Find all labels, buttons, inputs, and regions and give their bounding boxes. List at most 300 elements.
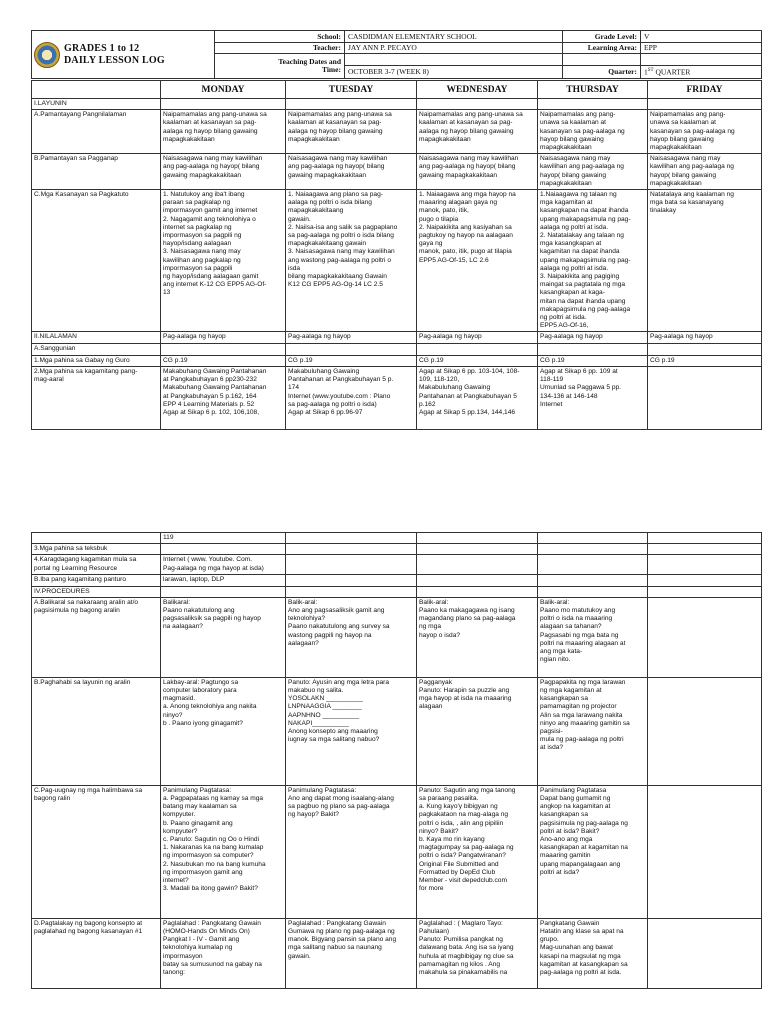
cell-text-line: kagamitan at kasangkapan sa: [540, 960, 628, 968]
cell-text-line: aalaga ng hayop bilang gawaing: [163, 127, 258, 135]
cell-text-line: Panuto: Harapin sa puzzle ang: [419, 687, 510, 695]
cell-text-line: impormasyon sa pagpili ng: [163, 232, 242, 240]
cell-text-line: mga hayop at isda na maaaring: [419, 695, 512, 703]
day-cell-thursday: [538, 332, 648, 344]
cell-text-line: pamamagitan ng kilos . Ang: [419, 960, 501, 968]
cell-text-line: 2. Naipakikita ang kasiyahan sa: [419, 223, 512, 231]
cell-text-line: Alin sa mga larawang nakita: [540, 711, 623, 719]
blank-quarter-value-cell: [641, 54, 762, 66]
cell-text-line: ng mga: [419, 623, 441, 631]
cell-text-line: Naipamamalas ang pang-unawa sa: [288, 111, 392, 119]
day-cell-thursday: [538, 555, 648, 575]
day-cell-monday: [161, 154, 286, 190]
cell-text-line: sa pag-aalaga ng poltri o isda): [288, 400, 377, 408]
table-row: [32, 597, 762, 677]
day-cell-monday: [161, 110, 286, 154]
cell-text-line: Naisasagawa nang may: [540, 155, 611, 163]
day-cell-thursday: [538, 99, 648, 110]
cell-text-line: bilang mapagkakakitaang Gawain: [288, 273, 387, 281]
table-row: [32, 586, 762, 597]
cell-text-line: 3. Naisasagawa nang may: [163, 248, 241, 256]
day-cell-friday: [648, 332, 762, 344]
cell-text-line: AAPNHNO __________: [288, 711, 360, 719]
cell-text-line: Paano nakatutulong ang survey sa: [288, 623, 390, 631]
grade-level-value: V: [641, 31, 762, 43]
cell-text-line: grupo.: [540, 936, 559, 944]
day-header-wednesday: WEDNESDAY: [417, 81, 538, 99]
cell-text-line: Panimulang Pagtatasa:: [288, 786, 357, 794]
cell-text-line: Mag-uunahan ang bawat: [540, 944, 613, 952]
cell-text-line: Pag-aalaga ng hayop: [288, 333, 351, 341]
cell-text-line: hayop bilang gawaing: [540, 135, 604, 143]
row-label: [32, 677, 161, 785]
cell-text-line: sa pagbuo ng plano sa pag-aalaga: [288, 803, 390, 811]
cell-text-line: manok, pato, itik, pugo at tilapia: [419, 248, 512, 256]
cell-text-line: teknolohiya kumalap ng: [163, 944, 233, 952]
cell-text-line: hayop( bilang gawaing: [650, 171, 716, 179]
day-cell-wednesday: [417, 575, 538, 586]
row-label-line: B.Pamantayan sa Pagganap: [34, 155, 118, 163]
row-label-line: A.Balikaral sa nakaraang aralin at/o: [34, 598, 139, 606]
row-label: [32, 366, 161, 429]
cell-text-line: gawaing mapagkakakitaan: [288, 171, 367, 179]
cell-text-line: CG p.19: [419, 356, 444, 364]
cell-text-line: unawa sa kaalaman at: [650, 119, 716, 127]
day-cell-wednesday: [417, 366, 538, 429]
cell-text-line: 1. Natutukoy ang iba't ibang: [163, 191, 245, 199]
deped-seal-icon: [34, 42, 60, 68]
cell-text-line: mga kasangkapan at: [540, 240, 602, 248]
day-cell-tuesday: [286, 355, 417, 366]
cell-text-line: Pag-aalaga ng hayop: [163, 333, 226, 341]
cell-text-line: makabuo ng salita.: [288, 687, 344, 695]
cell-text-line: Pag-aalaga ng hayop: [419, 333, 482, 341]
cell-text-line: kaalaman at kasanayan sa pag-: [419, 119, 513, 127]
day-cell-thursday: [538, 110, 648, 154]
cell-text-line: mga salitang nabuo sa naunang: [288, 944, 382, 952]
cell-text-line: ninyo?: [163, 711, 183, 719]
day-cell-wednesday: [417, 355, 538, 366]
cell-text-line: kasangkapan sa: [540, 695, 589, 703]
cell-text-line: poltri at isda? Bakit?: [540, 827, 600, 835]
cell-text-line: mapagkakakitaan: [540, 144, 592, 152]
day-cell-friday: [648, 586, 762, 597]
cell-text-line: Agap at Sikap 6 pp. 103-104, 108-: [419, 367, 520, 375]
cell-text-line: gawain.: [288, 952, 311, 960]
row-label-line: B.Paghahabi sa layunin ng aralin: [34, 678, 131, 686]
cell-text-line: impormasyon sa pagpili: [163, 264, 233, 272]
cell-text-line: kasangkapan na dapat ihanda: [540, 207, 629, 215]
day-cell-friday: [648, 190, 762, 332]
day-cell-tuesday: [286, 586, 417, 597]
table-row: [32, 575, 762, 586]
day-cell-thursday: [538, 586, 648, 597]
cell-text-line: hayop/isdang aalagaan: [163, 240, 232, 248]
cell-text-line: pagsisi-: [540, 728, 563, 736]
cell-text-line: Pagsasabi ng mga bata ng: [540, 631, 619, 639]
cell-text-line: ng impormasyon gamit ang: [163, 868, 243, 876]
row-label-line: A.Sanggunian: [34, 345, 76, 353]
cell-text-line: 1. Naiaagawa ang mga hayop na: [419, 191, 516, 199]
day-header-tuesday: TUESDAY: [286, 81, 417, 99]
cell-text-line: kasangkapan at kagamitan na: [540, 844, 628, 852]
cell-text-line: pag-aalaga ng poltri at isda.: [540, 969, 622, 977]
cell-text-line: Panuto: Pumilisa pangkat ng: [419, 936, 503, 944]
cell-text-line: 118-119: [540, 376, 564, 384]
row-label-line: IV.PROCEDURES: [34, 587, 90, 595]
cell-text-line: mula ng pag-aalaga ng poltri: [540, 736, 624, 744]
day-cell-friday: [648, 785, 762, 918]
day-cell-friday: [648, 575, 762, 586]
cell-text-line: b . Paano iyong ginagamit?: [163, 719, 243, 727]
day-cell-friday: [648, 110, 762, 154]
cell-text-line: at isda?: [540, 744, 564, 752]
cell-text-line: ninyo? Bakit?: [419, 827, 459, 835]
cell-text-line: kagamitan na dapat ihanda: [540, 248, 620, 256]
day-header-friday: FRIDAY: [648, 81, 762, 99]
cell-text-line: isda: [288, 264, 301, 272]
cell-text-line: 119: [163, 534, 174, 541]
day-cell-friday: [648, 344, 762, 355]
cell-text-line: hayop bilang gawaing: [650, 135, 714, 143]
table-row: [32, 785, 762, 918]
row-label-line: 3.Mga pahina sa teksbuk: [34, 545, 108, 553]
day-cell-tuesday: [286, 154, 417, 190]
cell-text-line: Pagpapakita ng mga larawan: [540, 678, 626, 686]
day-cell-thursday: [538, 677, 648, 785]
day-cell-thursday: [538, 154, 648, 190]
day-header-row: [32, 81, 762, 99]
cell-text-line: Pahulaan): [419, 928, 450, 936]
cell-text-line: Agap at Sikap 6 pp.96-97: [288, 408, 363, 416]
cell-text-line: Balik-aral:: [540, 598, 570, 606]
cell-text-line: impormasyon: [163, 952, 203, 960]
row-label: [32, 586, 161, 597]
cell-text-line: Lakbay-aral: Pagtungo sa: [163, 678, 239, 686]
teaching-dates-label-line2: Time:: [321, 65, 341, 74]
row-label-line: B.Iba pang kagamitang panturo: [34, 576, 127, 584]
cell-text-line: maingat sa pagtatala ng mga: [540, 281, 626, 289]
cell-text-line: dalawang bata. Ang isa sa iyang: [419, 944, 514, 952]
cell-text-line: a. Anong teknolohiya ang nakita: [163, 703, 257, 711]
cell-text-line: Panuto: Ayusin ang mga letra para: [288, 678, 390, 686]
cell-text-line: Pag-aalaga ng mga hayop at isda): [163, 564, 264, 572]
cell-text-line: mga kagamitan at: [540, 199, 593, 207]
cell-text-line: Paano ka makagagawa ng isang: [419, 607, 515, 615]
cell-text-line: upang makapagsimula ng pag-: [540, 256, 631, 264]
cell-text-line: poltri o isda na maaaring: [540, 615, 613, 623]
cell-text-line: makahula sa pinakamabilis na: [419, 969, 508, 977]
document-title: [64, 43, 165, 67]
day-cell-thursday: [538, 785, 648, 918]
cell-text-line: kasangkapan at kaga-: [540, 289, 605, 297]
day-cell-tuesday: [286, 533, 417, 544]
lesson-table-part-1: [31, 80, 762, 430]
cell-text-line: Internet ( www. Youtube. Com.: [163, 556, 253, 564]
cell-text-line: Naisasagawa nang may: [650, 155, 721, 163]
day-cell-wednesday: [417, 555, 538, 575]
quarter-value: [641, 66, 762, 79]
row-label: [32, 575, 161, 586]
cell-text-line: Dapat bang gumamit ng: [540, 795, 611, 803]
cell-text-line: b. Paano ginagamit ang: [163, 819, 233, 827]
row-label: [32, 99, 161, 110]
table-row: [32, 332, 762, 344]
day-cell-tuesday: [286, 544, 417, 555]
cell-text-line: sa pag-aalaga ng poltri o isda bilang: [288, 232, 394, 240]
cell-text-line: Makabuhang Gawaing Pantahanan: [163, 384, 267, 392]
cell-text-line: ang pag-aalaga ng hayop( bilang: [288, 163, 385, 171]
cell-text-line: c. Panuto: Sagutin ng Oo o Hindi: [163, 836, 260, 844]
cell-text-line: unawa sa kaalaman at: [540, 119, 606, 127]
row-label: [32, 544, 161, 555]
cell-text-line: mapagkakakitaan: [419, 135, 471, 143]
cell-text-line: paraan sa pagkalap ng: [163, 199, 231, 207]
cell-text-line: alagaan sa tahanan?: [540, 623, 602, 631]
cell-text-line: impormasyon gamit ang internet: [163, 207, 258, 215]
cell-text-line: 1.Naiaagawa ng talaan ng: [540, 191, 617, 199]
cell-text-line: 13: [163, 289, 171, 297]
table-row: [32, 344, 762, 355]
row-label: [32, 110, 161, 154]
cell-text-line: 109, 118-120,: [419, 376, 460, 384]
teaching-dates-value: OCTOBER 3-7 (WEEK 8): [345, 66, 563, 79]
day-cell-monday: [161, 785, 286, 918]
cell-text-line: Naipamamalas ang pang-unawa sa: [163, 111, 267, 119]
quarter-superscript: ST: [647, 67, 654, 73]
row-label-line: D.Pagtalakay ng bagong konsepto at: [34, 919, 143, 927]
day-cell-tuesday: [286, 110, 417, 154]
row-label: [32, 597, 161, 677]
row-label: [32, 785, 161, 918]
day-cell-wednesday: [417, 154, 538, 190]
cell-text-line: manok. Bigyang pansin sa plano ang: [288, 936, 397, 944]
cell-text-line: aalaga ng poltri o isda bilang: [288, 199, 372, 207]
cell-text-line: kaalaman at kasanayan sa pag-: [163, 119, 257, 127]
day-cell-tuesday: [286, 677, 417, 785]
cell-text-line: Pagganyak: [419, 678, 452, 686]
cell-text-line: EPP5 AG-Of-16,: [540, 322, 589, 330]
cell-text-line: kompyuter.: [163, 811, 196, 819]
cell-text-line: mapagkakakitaan: [163, 135, 215, 143]
day-cell-monday: [161, 533, 286, 544]
day-header-blank: [32, 81, 161, 99]
row-label-line: I.LAYUNIN: [34, 100, 67, 107]
cell-text-line: gawain.: [288, 215, 311, 223]
row-label-line: C.Pag-uugnay ng mga halimbawa sa: [34, 786, 143, 794]
day-cell-friday: [648, 555, 762, 575]
cell-text-line: Naisasagawa nang may kawilihan: [163, 155, 263, 163]
cell-text-line: sa paraang pasalita.: [419, 795, 479, 803]
cell-text-line: pagsisimula ng pag-aalaga ng: [540, 819, 628, 827]
cell-text-line: magmasid.: [163, 695, 196, 703]
cell-text-line: poltri o isda, , alin ang pipiliin: [419, 819, 504, 827]
cell-text-line: Original File Submitted and: [419, 860, 499, 868]
cell-text-line: aalaga ng poltri at isda.: [540, 264, 609, 272]
blank-dates-cell: [345, 54, 563, 66]
cell-text-line: huhula at magbibigay ng clue sa: [419, 952, 514, 960]
day-cell-wednesday: [417, 544, 538, 555]
cell-text-line: CG p.19: [650, 356, 675, 364]
cell-text-line: kasanayan sa pag-aalaga ng: [650, 127, 735, 135]
table-row: [32, 110, 762, 154]
cell-text-line: Pangkatang Gawain: [540, 919, 600, 927]
table-row: [32, 544, 762, 555]
table-row: [32, 99, 762, 110]
cell-text-line: ngian nito.: [540, 656, 571, 664]
cell-text-line: 3. Naisasagawa nang may kawilihan: [288, 248, 395, 256]
cell-text-line: 1. Naiaagawa ang plano sa pag-: [288, 191, 383, 199]
cell-text-line: Naisasagawa nang may kawilihan: [419, 155, 519, 163]
day-cell-thursday: [538, 190, 648, 332]
day-cell-tuesday: [286, 918, 417, 988]
cell-text-line: Hatatin ang klase sa apat na: [540, 928, 624, 936]
cell-text-line: ng mga kagamitan at: [540, 687, 602, 695]
cell-text-line: ang pag-aalaga ng hayop( bilang: [163, 163, 260, 171]
day-cell-tuesday: [286, 332, 417, 344]
cell-text-line: na aalagaan?: [163, 623, 203, 631]
cell-text-line: Internet (www.youtube.com : Plano: [288, 392, 391, 400]
day-cell-tuesday: [286, 597, 417, 677]
day-cell-friday: [648, 154, 762, 190]
cell-text-line: ng poltri at isda.: [540, 314, 587, 322]
cell-text-line: 2. Nagagamit ang teknolohiya o: [163, 215, 256, 223]
cell-text-line: mapagkakakitaang: [288, 207, 344, 215]
teacher-label: Teacher:: [215, 43, 345, 54]
cell-text-line: at Pangkabuhayan 6 pp230-232: [163, 376, 257, 384]
day-cell-tuesday: [286, 555, 417, 575]
cell-text-line: tinalakay: [650, 207, 677, 215]
day-cell-friday: [648, 918, 762, 988]
day-cell-tuesday: [286, 344, 417, 355]
cell-text-line: Natatalaya ang kaalaman ng: [650, 191, 734, 199]
day-cell-friday: [648, 677, 762, 785]
cell-text-line: Paano nakatutulong ang: [163, 607, 235, 615]
cell-text-line: pugo o tilapia: [419, 215, 459, 223]
table-row: [32, 366, 762, 429]
cell-text-line: Agap at Sikap 6 p. 102, 106,108,: [163, 408, 260, 416]
day-cell-monday: [161, 586, 286, 597]
cell-text-line: mapagkakakitaan: [650, 179, 702, 187]
cell-text-line: gawaing mapagkakakitaan: [163, 171, 242, 179]
cell-text-line: Formatted by DepEd Club: [419, 868, 496, 876]
title-line-1: GRADES 1 to 12: [64, 42, 140, 54]
row-label: [32, 190, 161, 332]
day-cell-wednesday: [417, 597, 538, 677]
day-cell-monday: [161, 918, 286, 988]
cell-text-line: for more: [419, 885, 444, 893]
day-cell-thursday: [538, 597, 648, 677]
cell-text-line: Paglalahad : Pangkatang Gawain: [288, 919, 386, 927]
day-cell-monday: [161, 355, 286, 366]
cell-text-line: CG p.19: [163, 356, 188, 364]
cell-text-line: 2. Naiisa-isa ang salik sa pagpaplano: [288, 223, 398, 231]
logo-title-cell: [32, 31, 215, 79]
table-row: [32, 355, 762, 366]
cell-text-line: upang mapangalagaan ang: [540, 860, 621, 868]
grade-level-label: Grade Level:: [563, 31, 641, 43]
cell-text-line: kaalaman at kasanayan sa pag-: [288, 119, 382, 127]
cell-text-line: YOSOLAKN __________: [288, 695, 363, 703]
cell-text-line: maaaring alagaan gaya ng: [419, 199, 498, 207]
row-label-line: bagong ralin: [34, 795, 71, 803]
lesson-table-part-2: [31, 532, 762, 989]
cell-text-line: LNPNAAGGIA ________: [288, 703, 362, 711]
cell-text-line: poltri na maaaring alagaan at: [540, 639, 626, 647]
cell-text-line: computer laboratory para: [163, 687, 237, 695]
cell-text-line: aalaga ng hayop bilang gawaing: [288, 127, 383, 135]
cell-text-line: CG p.19: [288, 356, 313, 364]
cell-text-line: Panimulang Pagtatasa: [540, 786, 607, 794]
day-cell-wednesday: [417, 677, 538, 785]
day-cell-monday: [161, 332, 286, 344]
cell-text-line: Naipamamalas ang pang-: [540, 111, 616, 119]
cell-text-line: 134-136 at 146-148: [540, 392, 598, 400]
row-label: [32, 355, 161, 366]
cell-text-line: gaya ng: [419, 240, 443, 248]
row-label: [32, 555, 161, 575]
day-cell-monday: [161, 544, 286, 555]
cell-text-line: hayop( bilang gawaing: [540, 171, 606, 179]
cell-text-line: Internet: [540, 400, 563, 408]
table-row: [32, 677, 762, 785]
row-label-line: 1.Mga pahina sa Gabay ng Guro: [34, 356, 130, 364]
quarter-text: QUARTER: [653, 67, 691, 77]
day-cell-monday: [161, 366, 286, 429]
row-label-line: II.NILALAMAN: [34, 333, 77, 341]
cell-text-line: Ano ang pagsasaliksik gamit ang: [288, 607, 385, 615]
day-cell-monday: [161, 677, 286, 785]
school-value: CASDIDMAN ELEMENTARY SCHOOL: [345, 31, 563, 43]
cell-text-line: Paano mo matutukoy ang: [540, 607, 616, 615]
day-cell-tuesday: [286, 190, 417, 332]
cell-text-line: manok, pato, itik,: [419, 207, 469, 215]
cell-text-line: p.162: [419, 400, 436, 408]
cell-text-line: magtagumpay sa pag-aalaga ng: [419, 844, 514, 852]
cell-text-line: aalaga ng poltri at isda.: [540, 223, 609, 231]
quarter-label: Quarter:: [563, 66, 641, 79]
cell-text-line: Member - visit depedclub.com: [419, 877, 507, 885]
cell-text-line: pamamagitan ng projector: [540, 703, 617, 711]
day-cell-wednesday: [417, 586, 538, 597]
row-label: [32, 533, 161, 544]
cell-text-line: maaaring gamitin: [540, 852, 591, 860]
cell-text-line: CG p.19: [540, 356, 565, 364]
cell-text-line: pagkakataon na mag-alaga ng: [419, 811, 509, 819]
cell-text-line: mitan na dapat ihanda upang: [540, 297, 626, 305]
day-cell-wednesday: [417, 344, 538, 355]
day-cell-thursday: [538, 575, 648, 586]
cell-text-line: batay sa sumusunod na gabay na: [163, 960, 262, 968]
cell-text-line: Makabuhang Gawaing Pantahanan: [163, 367, 267, 375]
day-cell-friday: [648, 99, 762, 110]
cell-text-line: Panimulang Pagtatasa:: [163, 786, 232, 794]
table-row: [32, 190, 762, 332]
table-row: [32, 154, 762, 190]
cell-text-line: Naisasagawa nang may kawilihan: [288, 155, 388, 163]
cell-text-line: at Pangkabuhayan 5 p.162, 164: [163, 392, 257, 400]
cell-text-line: ninyo ang maaaring gamitin sa: [540, 719, 630, 727]
cell-text-line: Umunlad sa Paggawa 5 pp.: [540, 384, 622, 392]
cell-text-line: NAKAPI__________: [288, 719, 349, 727]
cell-text-line: wastong pagpili ng hayop na: [288, 631, 372, 639]
cell-text-line: Pantahanan at Pangkabuhayan 5 p.: [288, 376, 394, 384]
row-label-line: pagsisimula ng bagong aralin: [34, 607, 120, 615]
cell-text-line: gawaing mapagkakakitaan: [419, 171, 498, 179]
day-cell-friday: [648, 533, 762, 544]
day-cell-thursday: [538, 355, 648, 366]
cell-text-line: kasapi na magsulat ng mga: [540, 952, 621, 960]
